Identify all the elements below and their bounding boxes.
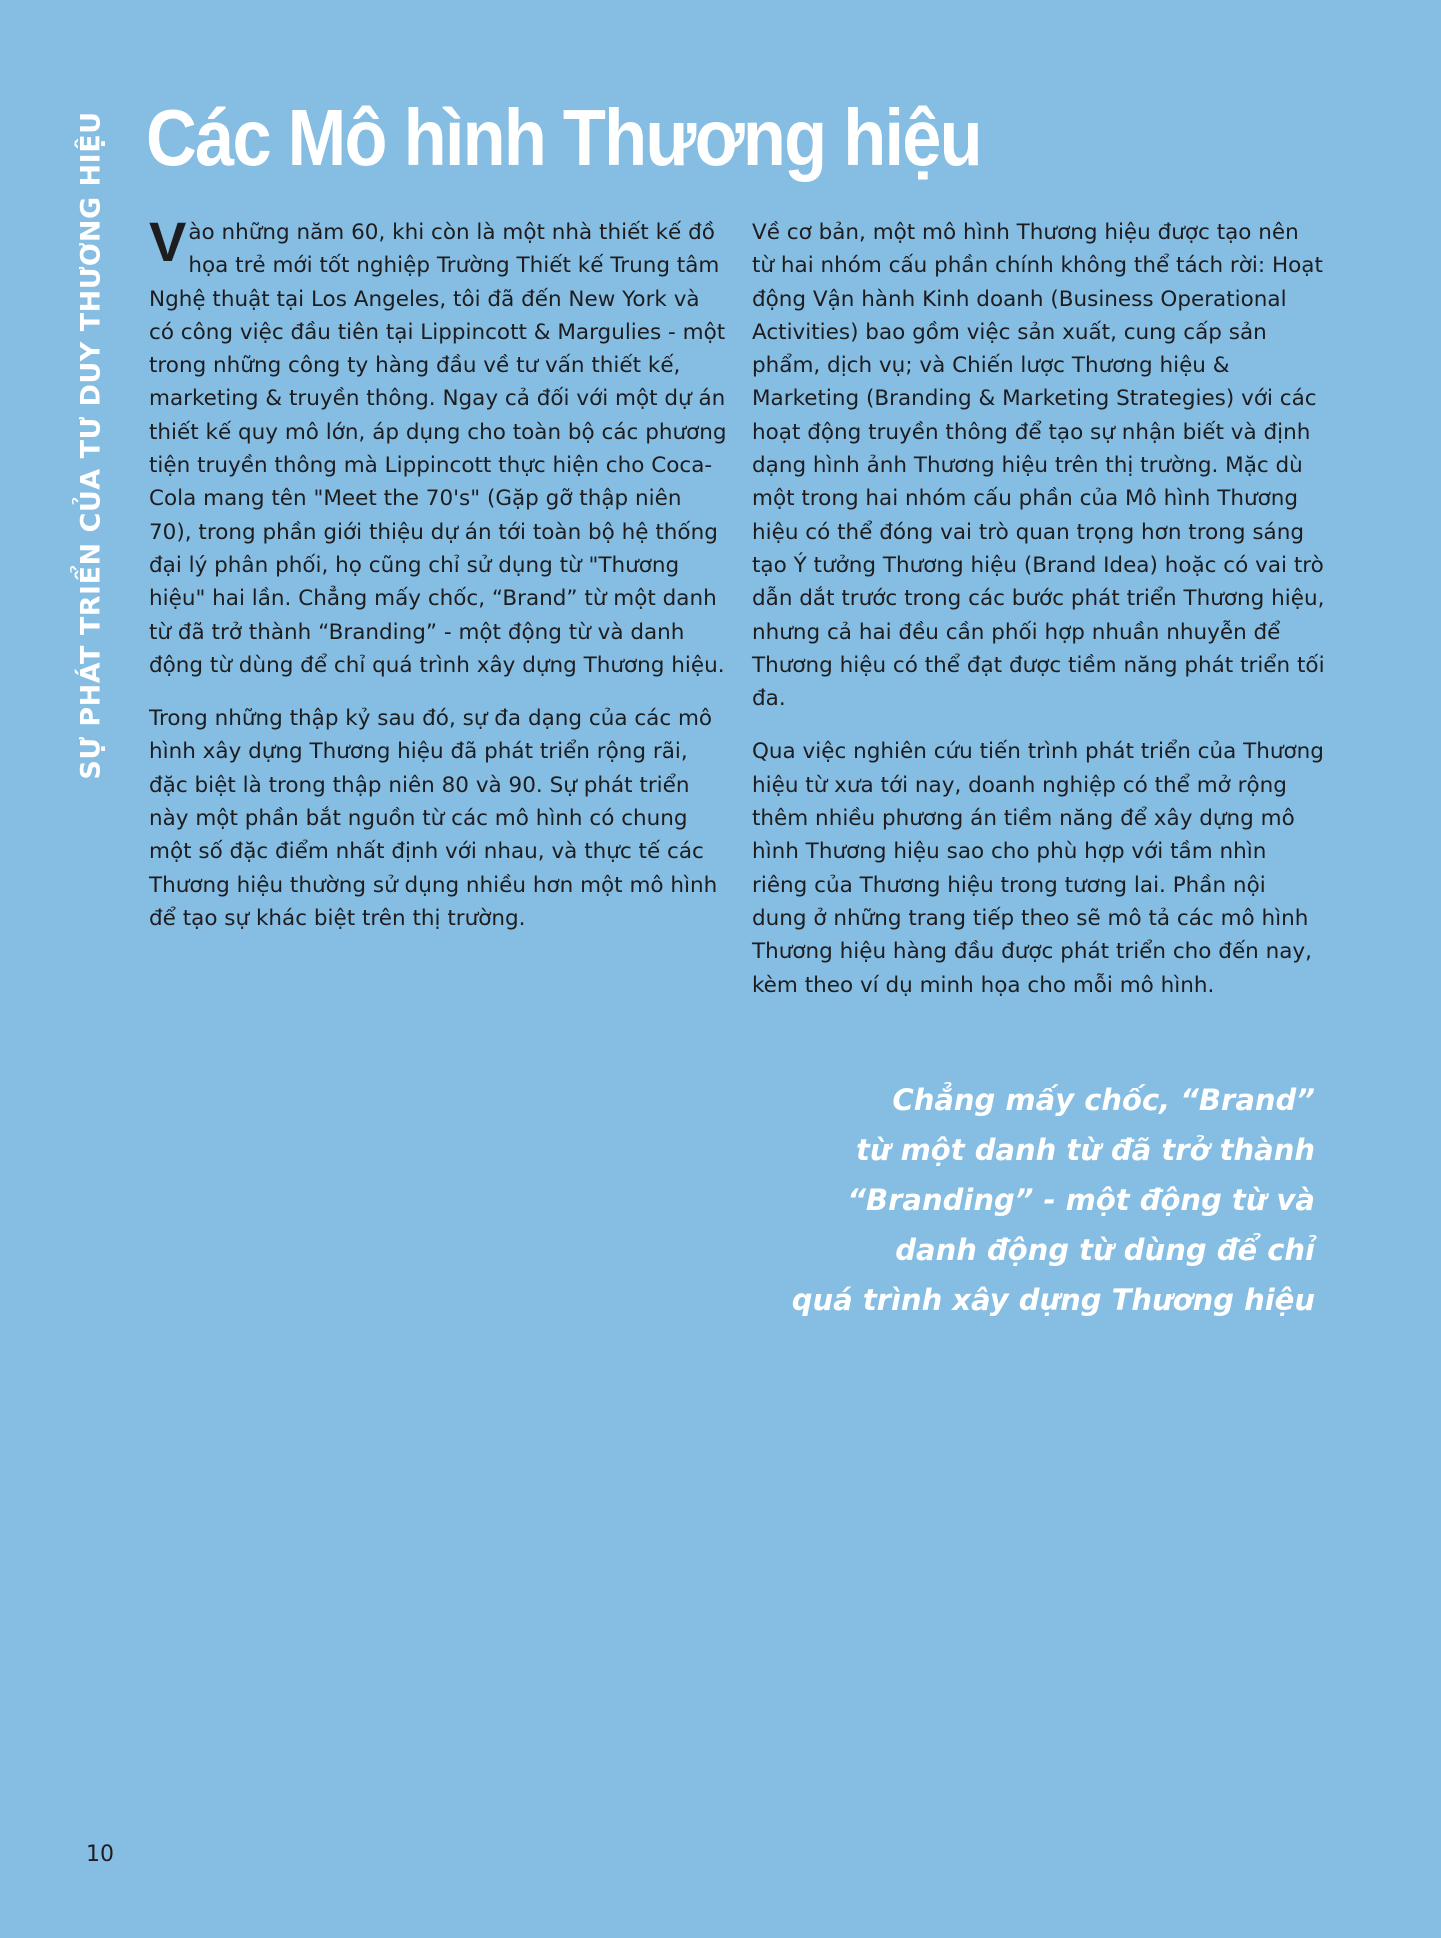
pull-quote	[755, 1075, 1315, 1325]
right-paragraph-2: Qua việc nghiên cứu tiến trình phát triển của Thương hiệu từ xưa tới nay, doanh nghiệp có thể mở rộng thêm nhiều phương án tiềm năng để xây dựng mô hình Thương hiệu sao cho phù hợp với tầm nhìn riêng của Thương hiệu trong tương lai. Phần nội dung ở những trang tiếp theo sẽ mô tả các mô hình Thương hiệu hàng đầu được phát triển cho đến nay, kèm theo ví dụ minh họa cho mỗi mô hình.	[752, 739, 1324, 998]
pull-quote-line: “Branding” - một động từ và	[847, 1183, 1315, 1217]
side-section-title	[68, 95, 114, 795]
right-column	[752, 216, 1327, 1022]
page-number: 10	[86, 1842, 114, 1867]
pull-quote-line: từ một danh từ đã trở thành	[855, 1133, 1315, 1167]
right-paragraph-1: Về cơ bản, một mô hình Thương hiệu được tạo nên từ hai nhóm cấu phần chính không thể tách rời: Hoạt động Vận hành Kinh doanh (Business Operational Activities) bao gồm việc sản xuất, cung cấp sản phẩm, dịch vụ; và Chiến lược Thương hiệu & Marketing (Branding & Marketing Strategies) với các hoạt động truyền thông để tạo sự nhận biết và định dạng hình ảnh Thương hiệu trên thị trường. Mặc dù một trong hai nhóm cấu phần của Mô hình Thương hiệu có thể đóng vai trò quan trọng hơn trong sáng tạo Ý tưởng Thương hiệu (Brand Idea) hoặc có vai trò dẫn dắt trước trong các bước phát triển Thương hiệu, nhưng cả hai đều cần phối hợp nhuần nhuyễn để Thương hiệu có thể đạt được tiềm năng phát triển tối đa.	[752, 220, 1325, 712]
left-column	[149, 210, 729, 955]
left-paragraph-1-text: ào những năm 60, khi còn là một nhà thiết kế đồ họa trẻ mới tốt nghiệp Trường Thiết kế Trung tâm Nghệ thuật tại Los Angeles, tôi đã đến New York và có công việc đầu tiên tại Lippincott & Margulies - một trong những công ty hàng đầu về tư vấn thiết kế, marketing & truyền thông. Ngay cả đối với một dự án thiết kế quy mô lớn, áp dụng cho toàn bộ các phương tiện truyền thông mà Lippincott thực hiện cho Coca-Cola mang tên "Meet the 70's" (Gặp gỡ thập niên 70), trong phần giới thiệu dự án tới toàn bộ hệ thống đại lý phân phối, họ cũng chỉ sử dụng từ "Thương hiệu" hai lần. Chẳng mấy chốc, “Brand” từ một danh từ đã trở thành “Branding” - một động từ và danh động từ dùng để chỉ quá trình xây dựng Thương hiệu.	[149, 220, 727, 678]
pull-quote-line: danh động từ dùng để chỉ	[895, 1233, 1315, 1267]
drop-cap: V	[149, 210, 187, 273]
pull-quote-line: quá trình xây dựng Thương hiệu	[791, 1283, 1315, 1317]
left-paragraph-1	[149, 210, 729, 682]
pull-quote-line: Chẳng mấy chốc, “Brand”	[892, 1083, 1315, 1117]
left-paragraph-2: Trong những thập kỷ sau đó, sự đa dạng của các mô hình xây dựng Thương hiệu đã phát triển rộng rãi, đặc biệt là trong thập niên 80 và 90. Sự phát triển này một phần bắt nguồn từ các mô hình có chung một số đặc điểm nhất định với nhau, và thực tế các Thương hiệu thường sử dụng nhiều hơn một mô hình để tạo sự khác biệt trên thị trường.	[149, 706, 718, 931]
page-title: Các Mô hình Thương hiệu	[146, 93, 981, 182]
side-section-title-text: SỰ PHÁT TRIỂN CỦA TƯ DUY THƯƠNG HIỆU	[75, 110, 107, 780]
